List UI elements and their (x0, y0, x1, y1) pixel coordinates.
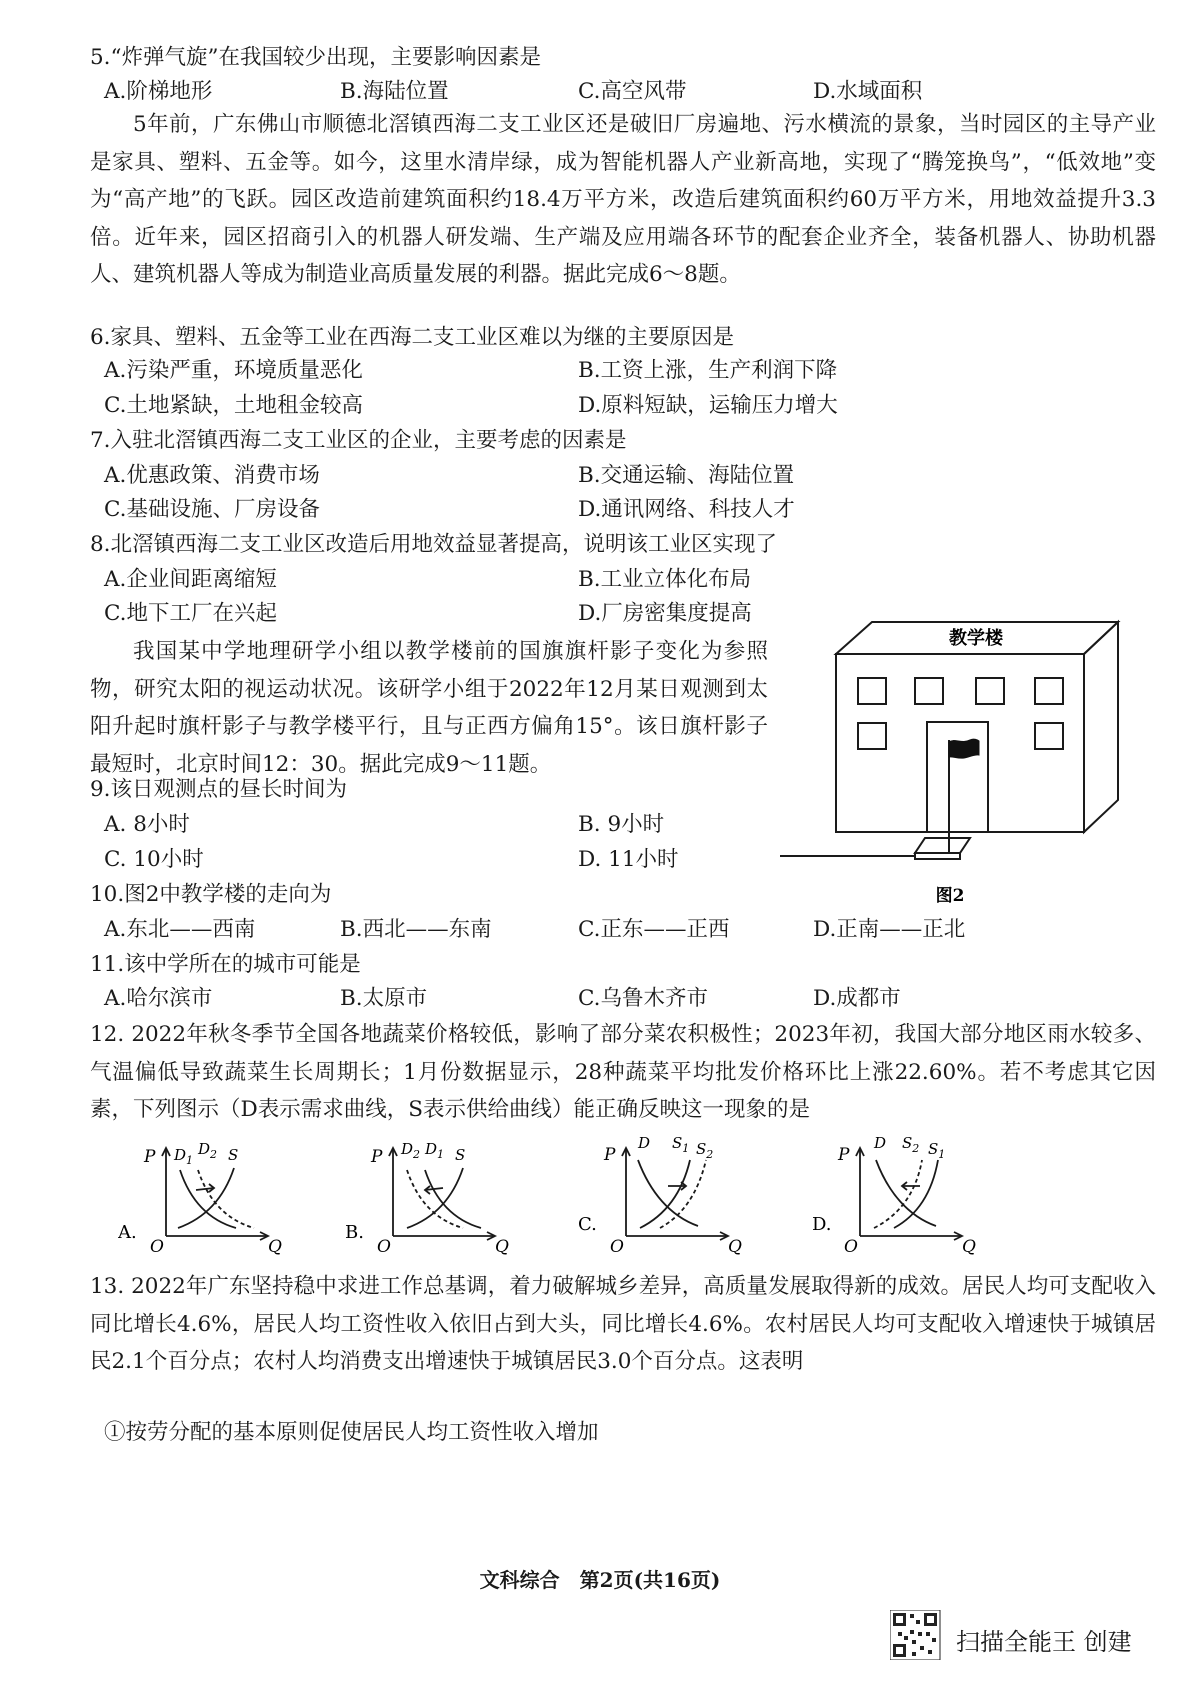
page-footer: 文科综合 第2页(共16页) (479, 1568, 721, 1592)
q5-option-a: A.阶梯地形 (104, 79, 213, 104)
svg-text:B.: B. (345, 1222, 364, 1243)
svg-text:D.: D. (812, 1214, 832, 1235)
passage-industrial-park: 5年前，广东佛山市顺德北滘镇西海二支工业区还是破旧厂房遍地、污水横流的景象，当时园区的主导产业是家具、塑料、五金等。如今，这里水清岸绿，成为智能机器人产业新高地，实现了“腾笼换鸟”，“低效地”变为“高产地”的飞跃。园区改造前建筑面积约18.4万平方米，改造后建筑面积约60万平方米，用地效益提升3.3倍。近年来，园区招商引入的机器人研发端、生产端及应用端各环节的配套企业齐全，装备机器人、协助机器人、建筑机器人等成为制造业高质量发展的利器。据此完成6～8题。 (90, 112, 1156, 287)
q5-option-c: C.高空风带 (578, 79, 687, 104)
svg-text:D: D (874, 1134, 887, 1152)
svg-text:A.: A. (118, 1222, 137, 1243)
figure-2-caption: 图2 (935, 886, 965, 906)
q9-option-d: D. 11小时 (578, 847, 679, 872)
svg-text:Q: Q (728, 1237, 742, 1257)
q10-option-b: B.西北——东南 (340, 917, 492, 942)
svg-text:O: O (150, 1237, 164, 1257)
svg-text:D1: $D_1$ (425, 1140, 445, 1161)
scanner-label: 扫描全能王 创建 (956, 1628, 1132, 1656)
q9-stem: 9.该日观测点的昼长时间为 (90, 777, 348, 802)
svg-text:S1: $S_1$ (928, 1140, 946, 1161)
q7-option-a: A.优惠政策、消费市场 (104, 463, 320, 488)
q12-graph-c (578, 1120, 768, 1258)
svg-text:D2: $D_2$ (198, 1140, 218, 1161)
q7-stem: 7.入驻北滘镇西海二支工业区的企业，主要考虑的因素是 (90, 428, 627, 453)
q6-option-c: C.土地紧缺，土地租金较高 (104, 393, 364, 418)
svg-text:S2: $S_2$ (902, 1134, 920, 1155)
q13-stem: 13. 2022年广东坚持稳中求进工作总基调，着力破解城乡差异，高质量发展取得新的成效。居民人均可支配收入同比增长4.6%，居民人均工资性收入依旧占到大头，同比增长4.6%。农村居民人均可支配收入增速快于城镇居民2.1个百分点；农村人均消费支出增速快于城镇居民3.0个百分点。这表明 (90, 1274, 1156, 1374)
q8-option-a: A.企业间距离缩短 (104, 567, 277, 592)
svg-text:Q: Q (962, 1237, 976, 1257)
q11-stem: 11.该中学所在的城市可能是 (90, 952, 361, 977)
svg-text:D2: $D_2$ (401, 1140, 421, 1161)
q8-option-b: B.工业立体化布局 (578, 567, 752, 592)
q5-option-b: B.海陆位置 (340, 79, 449, 104)
svg-text:P: P (838, 1145, 850, 1165)
svg-text:D: D (638, 1134, 651, 1152)
svg-text:Q: Q (268, 1237, 282, 1257)
passage-flagpole: 我国某中学地理研学小组以教学楼前的国旗旗杆影子变化为参照物，研究太阳的视运动状况。该研学小组于2022年12月某日观测到太阳升起时旗杆影子与教学楼平行，且与正西方偏角15°。该日旗杆影子最短时，北京时间12：30。据此完成9～11题。 (90, 639, 768, 777)
q5-stem: 5.“炸弹气旋”在我国较少出现，主要影响因素是 (90, 45, 541, 70)
q13-item-1: ①按劳分配的基本原则促使居民人均工资性收入增加 (104, 1420, 599, 1445)
q11-option-a: A.哈尔滨市 (104, 986, 213, 1011)
q12-graph-d (812, 1120, 1002, 1258)
svg-text:O: O (377, 1237, 391, 1257)
q12-graph-a (118, 1128, 308, 1258)
q11-option-b: B.太原市 (340, 986, 428, 1011)
q7-option-d: D.通讯网络、科技人才 (578, 497, 795, 522)
svg-text:S1: $S_1$ (672, 1134, 690, 1155)
svg-text:C.: C. (578, 1214, 597, 1235)
svg-text:Q: Q (495, 1237, 509, 1257)
q11-option-d: D.成都市 (813, 986, 901, 1011)
svg-text:S: S (228, 1146, 239, 1164)
q11-option-c: C.乌鲁木齐市 (578, 986, 709, 1011)
q6-option-d: D.原料短缺，运输压力增大 (578, 393, 838, 418)
svg-text:S: S (455, 1146, 466, 1164)
q12-stem: 12. 2022年秋冬季节全国各地蔬菜价格较低，影响了部分菜农积极性；2023年初，我国大部分地区雨水较多、气温偏低导致蔬菜生长周期长；1月份数据显示，28种蔬菜平均批发价格环比上涨22.60%。若不考虑其它因素，下列图示（D表示需求曲线，S表示供给曲线）能正确反映这一现象的是 (90, 1022, 1156, 1122)
q9-option-a: A. 8小时 (104, 812, 190, 837)
q7-option-b: B.交通运输、海陆位置 (578, 463, 795, 488)
qr-code-icon (890, 1610, 940, 1660)
q7-option-c: C.基础设施、厂房设备 (104, 497, 321, 522)
building-label: 教学楼 (949, 628, 1003, 649)
q12-graph-b (345, 1128, 535, 1258)
q8-stem: 8.北滘镇西海二支工业区改造后用地效益显著提高，说明该工业区实现了 (90, 532, 778, 557)
q10-option-d: D.正南——正北 (813, 917, 966, 942)
svg-text:D1: $D_1$ (174, 1146, 194, 1167)
q10-option-a: A.东北——西南 (104, 917, 256, 942)
svg-text:S2: $S_2$ (696, 1140, 714, 1161)
svg-text:O: O (610, 1237, 624, 1257)
q9-option-b: B. 9小时 (578, 812, 665, 837)
q5-option-d: D.水域面积 (813, 79, 923, 104)
q6-option-a: A.污染严重，环境质量恶化 (104, 358, 363, 383)
svg-text:P: P (144, 1147, 156, 1167)
q8-option-d: D.厂房密集度提高 (578, 601, 752, 626)
svg-text:P: P (604, 1145, 616, 1165)
q9-option-c: C. 10小时 (104, 847, 204, 872)
q10-option-c: C.正东——正西 (578, 917, 730, 942)
svg-text:O: O (844, 1237, 858, 1257)
q8-option-c: C.地下工厂在兴起 (104, 601, 278, 626)
q6-stem: 6.家具、塑料、五金等工业在西海二支工业区难以为继的主要原因是 (90, 325, 735, 350)
svg-text:P: P (371, 1147, 383, 1167)
q6-option-b: B.工资上涨，生产利润下降 (578, 358, 838, 383)
q10-stem: 10.图2中教学楼的走向为 (90, 882, 332, 907)
